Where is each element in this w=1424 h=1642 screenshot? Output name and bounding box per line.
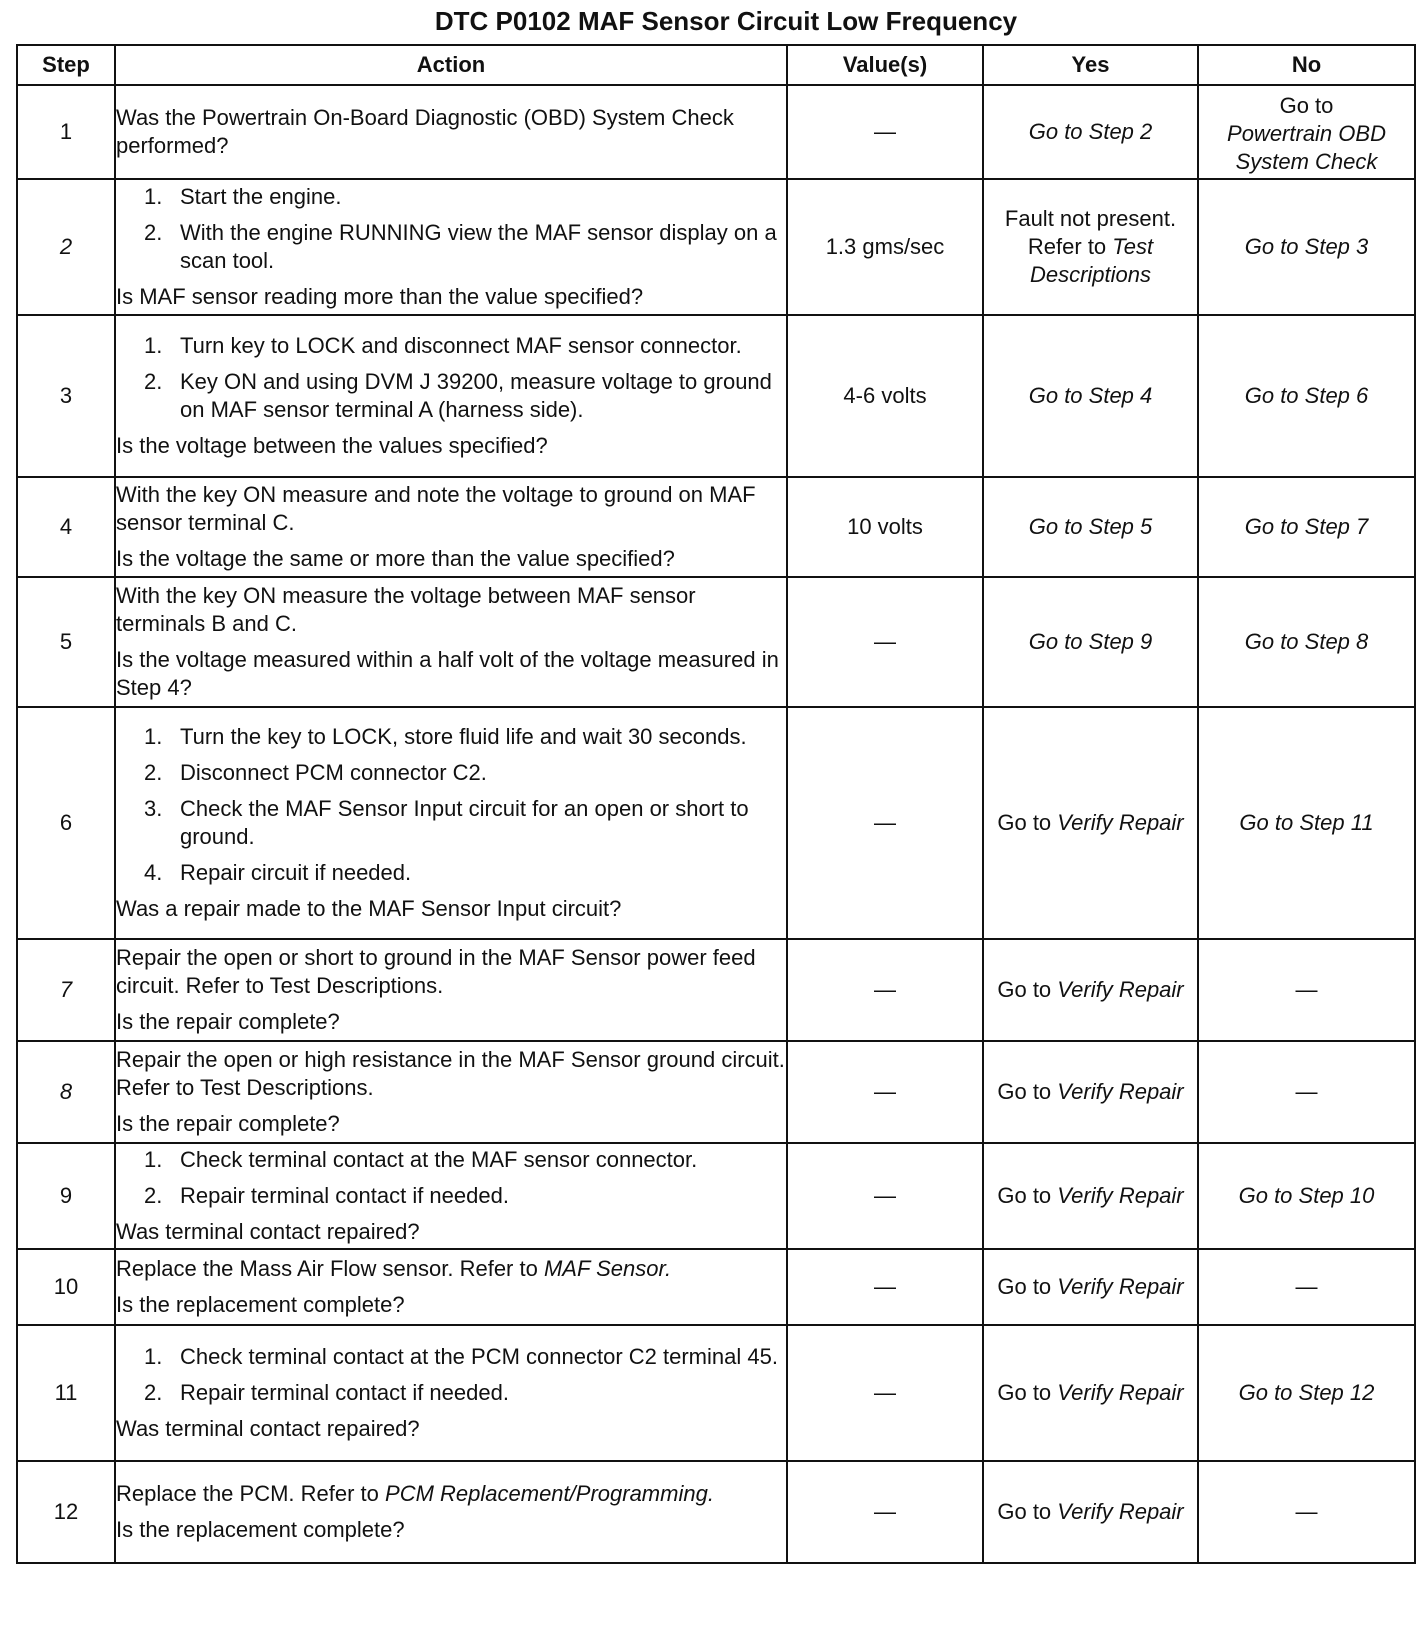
- value-cell: [787, 939, 983, 1041]
- list-item-text: Check the MAF Sensor Input circuit for an open or short to ground.: [180, 796, 749, 849]
- list-item-text: Repair terminal contact if needed.: [180, 1380, 509, 1405]
- action-text: With the key ON measure and note the voltage to ground on MAF sensor terminal C.: [116, 482, 756, 535]
- list-number: 1.: [144, 724, 163, 749]
- step-number: 5: [17, 577, 115, 707]
- action-text: Repair the open or high resistance in the MAF Sensor ground circuit. Refer to Test Descriptions.: [116, 1047, 785, 1100]
- action-list: [116, 1146, 786, 1210]
- table-row: [17, 1249, 1415, 1325]
- action-text: [116, 1480, 786, 1508]
- list-number: 2.: [144, 1183, 163, 1208]
- action-question: Is the repair complete?: [116, 1009, 340, 1034]
- no-cell: [1198, 179, 1415, 315]
- step-number: 7: [17, 939, 115, 1041]
- yes-link-text: Go to Step 5: [1028, 514, 1153, 539]
- action-text: Was the Powertrain On-Board Diagnostic (OBD) System Check performed?: [116, 105, 734, 158]
- list-item: [116, 759, 786, 787]
- value-cell: [787, 179, 983, 315]
- action-list: [116, 723, 786, 887]
- header-step: Step: [17, 45, 115, 85]
- table-row: [17, 1461, 1415, 1563]
- no-link-text: Go to Step 12: [1238, 1380, 1375, 1405]
- action-cell: [115, 1041, 787, 1143]
- yes-link-text: Verify Repair: [1057, 1499, 1184, 1524]
- value-text: —: [874, 1274, 896, 1299]
- yes-cell: [983, 315, 1198, 477]
- table-header-row: [17, 45, 1415, 85]
- no-link-text: Go to Step 10: [1238, 1183, 1375, 1208]
- step-number: 1: [17, 85, 115, 179]
- no-cell: [1198, 939, 1415, 1041]
- yes-link-text: Go to Step 2: [1028, 119, 1153, 144]
- header-action: Action: [115, 45, 787, 85]
- yes-cell: [983, 1041, 1198, 1143]
- table-row: [17, 1041, 1415, 1143]
- action-question: Is the replacement complete?: [116, 1517, 405, 1542]
- list-item: [116, 1379, 786, 1407]
- value-text: 4-6 volts: [843, 383, 927, 408]
- yes-text: Go to: [997, 1183, 1052, 1208]
- value-cell: [787, 477, 983, 577]
- no-cell: [1198, 577, 1415, 707]
- action-list: [116, 1343, 786, 1407]
- no-link-text: Go to Step 11: [1239, 810, 1374, 835]
- action-question: Was terminal contact repaired?: [116, 1219, 420, 1244]
- list-item: [116, 1343, 786, 1371]
- list-item-text: Repair terminal contact if needed.: [180, 1183, 509, 1208]
- list-item: [116, 368, 786, 424]
- yes-link-text: Verify Repair: [1057, 1183, 1184, 1208]
- value-text: —: [874, 119, 896, 144]
- action-cell: [115, 179, 787, 315]
- yes-cell: [983, 477, 1198, 577]
- yes-link-text: Verify Repair: [1057, 977, 1184, 1002]
- yes-cell: [983, 179, 1198, 315]
- action-question: Is the repair complete?: [116, 1111, 340, 1136]
- page-title: DTC P0102 MAF Sensor Circuit Low Frequency: [434, 6, 1018, 36]
- value-text: 1.3 gms/sec: [825, 234, 945, 259]
- no-link-text: Go to Step 7: [1244, 514, 1369, 539]
- table-row: [17, 707, 1415, 939]
- action-cell: [115, 1461, 787, 1563]
- table-row: [17, 315, 1415, 477]
- yes-link-text: Verify Repair: [1057, 1380, 1184, 1405]
- header-no: No: [1198, 45, 1415, 85]
- value-text: —: [874, 629, 896, 654]
- yes-text: Go to: [997, 1079, 1052, 1104]
- list-number: 1.: [144, 1344, 163, 1369]
- no-cell: [1198, 315, 1415, 477]
- yes-link-text: Verify Repair: [1057, 1274, 1184, 1299]
- yes-text: Go to: [997, 1274, 1052, 1299]
- value-cell: [787, 1461, 983, 1563]
- step-number: 6: [17, 707, 115, 939]
- step-number: 11: [17, 1325, 115, 1461]
- action-text-prefix: Replace the PCM. Refer to: [116, 1481, 379, 1506]
- no-text: Go to: [1279, 93, 1334, 118]
- yes-link-text: Verify Repair: [1057, 1079, 1184, 1104]
- value-cell: [787, 315, 983, 477]
- list-item-text: Check terminal contact at the MAF sensor connector.: [180, 1147, 698, 1172]
- value-text: 10 volts: [847, 514, 923, 539]
- diagnostic-table: [16, 44, 1416, 1564]
- action-reference: PCM Replacement/Programming.: [385, 1481, 714, 1506]
- yes-cell: [983, 85, 1198, 179]
- action-reference: MAF Sensor.: [543, 1256, 672, 1281]
- list-number: 4.: [144, 860, 163, 885]
- yes-cell: [983, 707, 1198, 939]
- step-number: 12: [17, 1461, 115, 1563]
- action-cell: [115, 577, 787, 707]
- value-cell: [787, 1143, 983, 1249]
- no-link-text: Go to Step 8: [1244, 629, 1369, 654]
- list-item-text: With the engine RUNNING view the MAF sensor display on a scan tool.: [180, 220, 777, 273]
- list-number: 2.: [144, 369, 163, 394]
- no-cell: [1198, 1249, 1415, 1325]
- yes-cell: [983, 1143, 1198, 1249]
- action-text-prefix: Replace the Mass Air Flow sensor. Refer to: [116, 1256, 538, 1281]
- action-cell: [115, 1143, 787, 1249]
- table-row: [17, 1143, 1415, 1249]
- list-item-text: Check terminal contact at the PCM connector C2 terminal 45.: [180, 1344, 778, 1369]
- no-link-text: Go to Step 6: [1244, 383, 1369, 408]
- no-link-text: Go to Step 3: [1244, 234, 1369, 259]
- list-item-text: Turn the key to LOCK, store fluid life and wait 30 seconds.: [180, 724, 747, 749]
- list-item: [116, 723, 786, 751]
- table-row: [17, 1325, 1415, 1461]
- action-question: Is MAF sensor reading more than the value specified?: [116, 284, 644, 309]
- action-question: Is the replacement complete?: [116, 1292, 405, 1317]
- value-text: —: [874, 1380, 896, 1405]
- list-item: [116, 859, 786, 887]
- table-row: [17, 939, 1415, 1041]
- action-cell: [115, 707, 787, 939]
- list-item-text: Disconnect PCM connector C2.: [180, 760, 487, 785]
- value-text: —: [874, 1183, 896, 1208]
- list-item: [116, 183, 786, 211]
- list-item: [116, 332, 786, 360]
- value-cell: [787, 1249, 983, 1325]
- action-cell: [115, 939, 787, 1041]
- no-link-text: Powertrain OBD System Check: [1227, 121, 1386, 174]
- yes-link-text: Go to Step 9: [1028, 629, 1153, 654]
- yes-cell: [983, 577, 1198, 707]
- action-cell: [115, 477, 787, 577]
- yes-link-text: Verify Repair: [1057, 810, 1184, 835]
- action-list: [116, 183, 786, 275]
- yes-cell: [983, 939, 1198, 1041]
- action-cell: [115, 1325, 787, 1461]
- yes-text: Go to: [997, 977, 1052, 1002]
- list-number: 2.: [144, 760, 163, 785]
- no-text: —: [1295, 1274, 1318, 1299]
- list-item: [116, 1182, 786, 1210]
- no-text: —: [1295, 1499, 1318, 1524]
- list-item-text: Start the engine.: [180, 184, 342, 209]
- list-item-text: Turn key to LOCK and disconnect MAF sensor connector.: [180, 333, 742, 358]
- yes-text: Go to: [997, 1380, 1052, 1405]
- value-cell: [787, 1041, 983, 1143]
- no-text: —: [1295, 1079, 1318, 1104]
- list-number: 2.: [144, 220, 163, 245]
- document-page: [16, 0, 1416, 1564]
- list-number: 1.: [144, 1147, 163, 1172]
- action-text: Repair the open or short to ground in the MAF Sensor power feed circuit. Refer to Test Descriptions.: [116, 945, 756, 998]
- list-item-text: Key ON and using DVM J 39200, measure voltage to ground on MAF sensor terminal A (harness side).: [180, 369, 772, 422]
- list-number: 3.: [144, 796, 163, 821]
- list-number: 1.: [144, 184, 163, 209]
- value-text: —: [874, 1499, 896, 1524]
- no-cell: [1198, 85, 1415, 179]
- list-item: [116, 1146, 786, 1174]
- header-values: Value(s): [787, 45, 983, 85]
- table-row: [17, 85, 1415, 179]
- action-text: [116, 1255, 786, 1283]
- action-list: [116, 332, 786, 424]
- table-row: [17, 477, 1415, 577]
- list-number: 2.: [144, 1380, 163, 1405]
- no-cell: [1198, 1461, 1415, 1563]
- no-text: —: [1295, 977, 1318, 1002]
- action-cell: [115, 315, 787, 477]
- header-yes: Yes: [983, 45, 1198, 85]
- no-cell: [1198, 1143, 1415, 1249]
- step-number: 4: [17, 477, 115, 577]
- yes-text: Go to: [997, 810, 1052, 835]
- value-cell: [787, 1325, 983, 1461]
- value-cell: [787, 577, 983, 707]
- list-number: 1.: [144, 333, 163, 358]
- yes-link-text: Go to Step 4: [1028, 383, 1153, 408]
- list-item-text: Repair circuit if needed.: [180, 860, 412, 885]
- no-cell: [1198, 707, 1415, 939]
- step-number: 3: [17, 315, 115, 477]
- yes-cell: [983, 1325, 1198, 1461]
- step-number: 2: [17, 179, 115, 315]
- action-question: Is the voltage between the values specified?: [116, 433, 548, 458]
- yes-text: Go to: [997, 1499, 1052, 1524]
- value-text: —: [874, 1079, 896, 1104]
- action-cell: [115, 85, 787, 179]
- step-number: 8: [17, 1041, 115, 1143]
- action-question: Is the voltage measured within a half volt of the voltage measured in Step 4?: [116, 647, 779, 700]
- action-text: With the key ON measure the voltage between MAF sensor terminals B and C.: [116, 583, 696, 636]
- list-item: [116, 219, 786, 275]
- list-item: [116, 795, 786, 851]
- yes-cell: [983, 1249, 1198, 1325]
- action-question: Was a repair made to the MAF Sensor Input circuit?: [116, 896, 622, 921]
- action-question: Is the voltage the same or more than the value specified?: [116, 546, 675, 571]
- yes-text: Fault not present. Refer to: [1004, 206, 1177, 259]
- value-cell: [787, 707, 983, 939]
- no-cell: [1198, 477, 1415, 577]
- yes-cell: [983, 1461, 1198, 1563]
- value-text: —: [874, 977, 896, 1002]
- no-cell: [1198, 1041, 1415, 1143]
- table-row: [17, 179, 1415, 315]
- action-question: Was terminal contact repaired?: [116, 1416, 420, 1441]
- step-number: 10: [17, 1249, 115, 1325]
- value-cell: [787, 85, 983, 179]
- step-number: 9: [17, 1143, 115, 1249]
- table-row: [17, 577, 1415, 707]
- yes-link-text: Test Descriptions: [1029, 234, 1154, 287]
- no-cell: [1198, 1325, 1415, 1461]
- action-cell: [115, 1249, 787, 1325]
- value-text: —: [874, 810, 896, 835]
